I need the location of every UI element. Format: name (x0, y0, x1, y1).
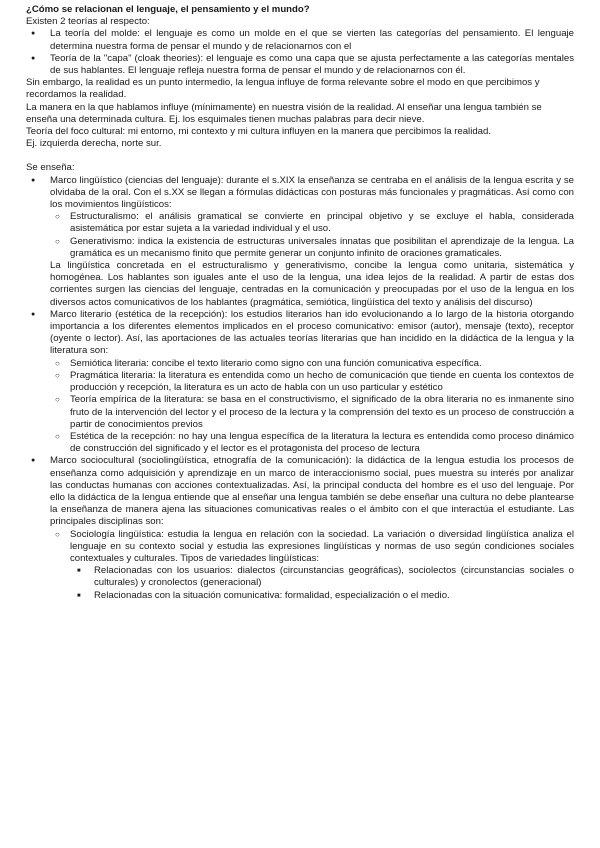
sub-text: ○ Sociología lingüística: estudia la lengua en relación con la sociedad. La variación o diversidad lingüística analiza el lenguaje en su contexto social y estudia las expresiones lingüísticas y normas de uso según condiciones sociales contextuales y culturales. Tipos de variedades lingüísticas: (70, 528, 574, 564)
framework-linguistico (26, 175, 574, 260)
page-title: ¿Cómo se relacionan el lenguaje, el pensamiento y el mundo? (26, 4, 310, 15)
paragraph: Ej. izquierda derecha, norte sur. (26, 138, 162, 150)
section-heading: Se enseña: (26, 162, 75, 174)
list-item: ● Teoría de la "capa" (cloak theories): el lenguaje es como una capa que se ajusta perfectamente a las categorías mentales de sus hablantes. El lenguaje refleja nuestra forma de pensar el mundo y de relacionarnos con él. (26, 53, 574, 77)
paragraph: La manera en la que hablamos influye (mínimamente) en nuestra visión de la realidad. Al enseñar una lengua también se enseña una determinada cultura. Ej. los esquimales tienen muchas palabras para decir nieve. (26, 101, 542, 125)
framework-text: ● Marco sociocultural (sociolingüística, etnografía de la comunicación): la didáctica de la lengua estudia los procesos de enseñanza como adquisición y aprendizaje en un marco de interaccionismo social, pues muestra su interés por analizar las conductas humanas con acciones contextualizadas. Así, la principal conducta del hombre es el uso del lenguaje. Por ello la didáctica de la lengua entiende que al enseñar una lengua también se debe enseñar una cultura no debe plantearse la enseñanza de manera ajena las situaciones comunicativas reales o el ámbito con el que interactúa el estudiante. Las principales disciplinas son: (50, 455, 574, 528)
frameworks-list (26, 175, 574, 260)
subsublist (70, 565, 574, 602)
sublist (50, 529, 574, 602)
list-item: ● La teoría del molde: el lenguaje es como un molde en el que se vierten las categorías del pensamiento. El lenguaje determina nuestra forma de pensar el mundo y de relacionarnos con el (26, 28, 574, 52)
sublist (50, 358, 574, 456)
list-item: ○ Semiótica literaria: concibe el texto literario como signo con una función comunicativa específica. (50, 358, 574, 370)
sublist (50, 211, 574, 260)
paragraph: La lingüística concretada en el estructuralismo y generativismo, concibe la lengua como unitaria, sistemática y homogénea. Los hablantes son iguales ante el uso de la lengua, una idea lejos de la realidad. A partir de estas dos corrientes surgen las ciencias del lenguaje, centradas en la comunicación y preocupadas por el uso de la lengua en los diversos actos comunicativos de los hablantes (pragmática, semiótica, lingüística del texto y análisis del discurso) (50, 260, 574, 308)
framework-sociocultural (26, 455, 574, 601)
list-item: ○ Pragmática literaria: la literatura es entendida como un hecho de comunicación que tiende en cuenta los contextos de producción y recepción, la literatura es un acto de habla con un uso particular y estético (50, 370, 574, 394)
framework-text: ● Marco literario (estética de la recepción): los estudios literarios han ido evolucionando a lo largo de la historia otorgando importancia a los diferentes elementos implicados en el proceso comunicativo: emisor (autor), mensaje (texto), receptor (oyente o lector). Así, las aportaciones de las actuales teorías literarias que han incidido en la didáctica de la lengua y la literatura son: (50, 308, 574, 357)
list-item: ○ Generativismo: indica la existencia de estructuras universales innatas que posibilitan el aprendizaje de la lengua. La gramática es un mecanismo finito que permite generar un conjunto infinito de oraciones gramaticales. (50, 236, 574, 260)
paragraph: Sin embargo, la realidad es un punto intermedio, la lengua influye de forma relevante sobre el modo en que percibimos y recordamos la realidad. (26, 77, 540, 101)
list-item: ■ Relacionadas con la situación comunicativa: formalidad, especialización o el medio. (70, 590, 574, 602)
framework-literario (26, 309, 574, 455)
list-item: ○ Estructuralismo: el análisis gramatical se convierte en principal objetivo y se excluye el habla, considerada asistemática por estar sujeta a la variedad individual y el uso. (50, 211, 574, 235)
theories-list (26, 28, 574, 77)
paragraph: Teoría del foco cultural: mi entorno, mi contexto y mi cultura influyen en la manera que percibimos la realidad. (26, 126, 491, 138)
list-item: ■ Relacionadas con los usuarios: dialectos (circunstancias geográficas), sociolectos (circunstancias sociales o culturales) y cronolectos (generacional) (70, 565, 574, 589)
list-item: ○ Teoría empírica de la literatura: se basa en el constructivismo, el significado de la obra literaria no es inmanente sino fruto de la intervención del lector y el proceso de la lectura y la comprensión del texto es un proceso de construcción a partir de conocimientos previos (50, 394, 574, 431)
list-item: ○ Estética de la recepción: no hay una lengua específica de la literatura la lectura es entendida como proceso dinámico de construcción del significado y el lector es el protagonista del proceso de lectura (50, 431, 574, 455)
list-item (50, 529, 574, 602)
frameworks-list-2 (26, 309, 574, 602)
framework-text: ● Marco lingüístico (ciencias del lenguaje): durante el s.XIX la enseñanza se centraba en el análisis de la lengua escrita y se olvidaba de la oral. Con el s.XX se llegan a fórmulas didácticas con posturas más funcionales y pragmáticas. Así como con los movimientos lingüísticos: (50, 174, 574, 211)
intro-text: Existen 2 teorías al respecto: (26, 16, 150, 28)
